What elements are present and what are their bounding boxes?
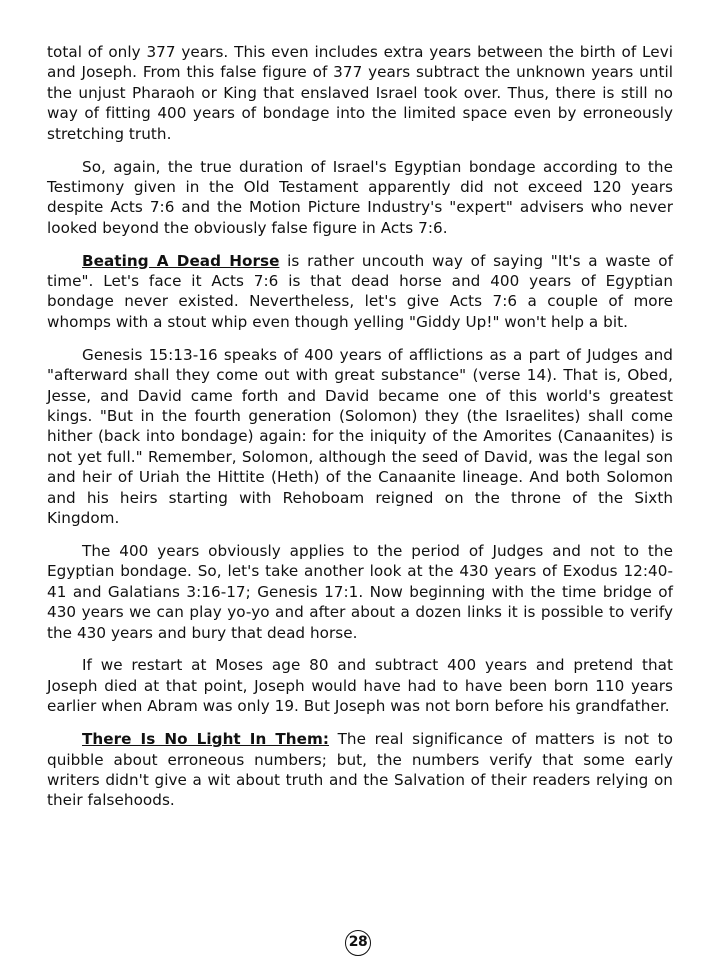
paragraph-2 [47, 157, 673, 239]
section-heading-beating-a-dead-horse: Beating A Dead Horse [82, 251, 280, 270]
paragraph-7 [47, 729, 673, 811]
paragraph-1-text: total of only 377 years. This even includes extra years between the birth of Levi and Joseph. From this false figure of 377 years subtract the unknown years until the unjust Pharaoh or King that enslaved Israel took over. Thus, there is still no way of fitting 400 years of bondage into the limited space even by erroneously stretching truth. [47, 43, 673, 143]
paragraph-3-text: is rather uncouth way of saying "It's a waste of time". Let's face it Acts 7:6 is that dead horse and 400 years of Egyptian bondage never existed. Nevertheless, let's give Acts 7:6 a couple of more whomps with a stout whip even though yelling "Giddy Up!" won't help a bit. [47, 251, 673, 331]
section-heading-no-light: There Is No Light In Them: [82, 730, 330, 749]
paragraph-2-text: So, again, the true duration of Israel's Egyptian bondage according to the Testimony given in the Old Testament apparently did not exceed 120 years despite Acts 7:6 and the Motion Picture Industry's "expert" advisers who never looked beyond the obviously false figure in Acts 7:6. [47, 157, 673, 237]
paragraph-7-text: The real significance of matters is not to quibble about erroneous numbers; but, the numbers verify that some early writers didn't give a wit about truth and the Salvation of their readers relying on their falsehoods. [47, 730, 673, 810]
paragraph-5 [47, 541, 673, 643]
page-body [47, 42, 673, 823]
page-number: 28 [345, 930, 371, 956]
paragraph-1 [47, 42, 673, 144]
paragraph-5-text: The 400 years obviously applies to the period of Judges and not to the Egyptian bondage. So, let's take another look at the 430 years of Exodus 12:40-41 and Galatians 3:16-17; Genesis 17:1. Now beginning with the time bridge of 430 years we can play yo-yo and after about a dozen links it is possible to verify the 430 years and bury that dead horse. [47, 541, 673, 642]
paragraph-6 [47, 655, 673, 716]
paragraph-6-text: If we restart at Moses age 80 and subtract 400 years and pretend that Joseph died at that point, Joseph would have had to have been born 110 years earlier when Abram was only 19. But Joseph was not born before his grandfather. [47, 656, 673, 716]
paragraph-4 [47, 345, 673, 529]
paragraph-4-text: Genesis 15:13-16 speaks of 400 years of afflictions as a part of Judges and "afterward shall they come out with great substance" (verse 14). That is, Obed, Jesse, and David came forth and David became one of this world's greatest kings. "But in the fourth generation (Solomon) they (the Israelites) shall come hither (back into bondage) again: for the iniquity of the Amorites (Canaanites) is not yet full." Remember, Solomon, although the seed of David, was the legal son and heir of Uriah the Hittite (Heth) of the Canaanite lineage. And both Solomon and his heirs starting with Rehoboam reigned on the throne of the Sixth Kingdom. [47, 345, 673, 528]
paragraph-3 [47, 251, 673, 333]
